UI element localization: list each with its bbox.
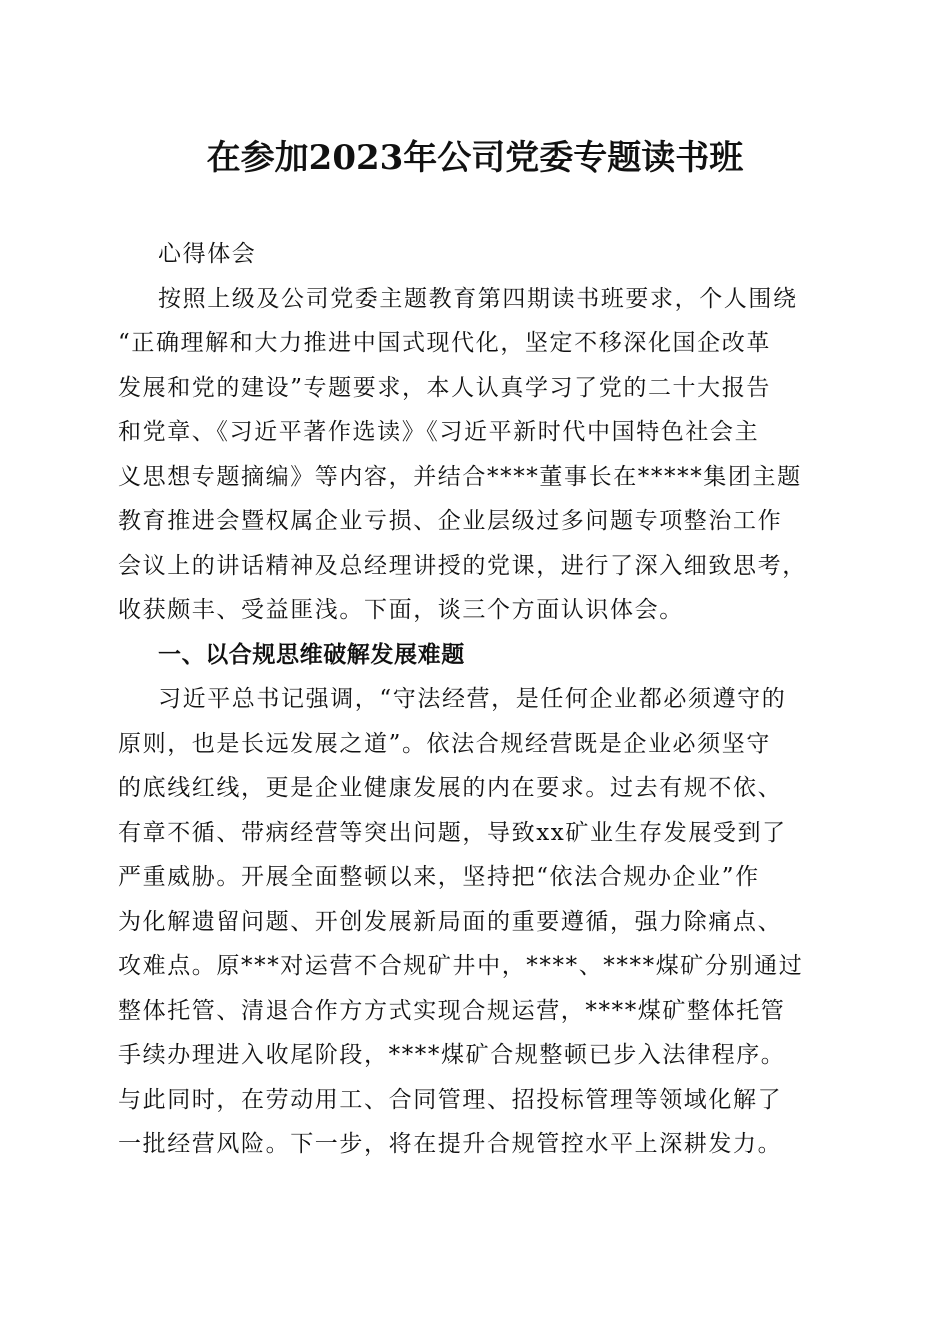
intro-line: 教育推进会暨权属企业亏损、企业层级过多问题专项整治工作 xyxy=(118,508,783,534)
section-heading: 一、以合规思维破解发展难题 xyxy=(158,641,465,668)
section-line: 手续办理进入收尾阶段，****煤矿合规整顿已步入法律程序。 xyxy=(118,1042,786,1068)
intro-line: 会议上的讲话精神及总经理讲授的党课，进行了深入细致思考， xyxy=(118,552,807,579)
section-line: 为化解遗留问题、开创发展新局面的重要遵循，强力除痛点、 xyxy=(118,908,783,935)
section-line: 一批经营风险。下一步，将在提升合规管控水平上深耕发力。 xyxy=(118,1131,783,1157)
document-body xyxy=(118,232,840,1167)
section-line: 习近平总书记强调，“守法经营，是任何企业都必须遵守的 xyxy=(158,686,787,712)
section-line: 有章不循、带病经营等突出问题，导致xx矿业生存发展受到了 xyxy=(118,819,787,846)
intro-line: 义思想专题摘编》等内容，并结合****董事长在*****集团主题 xyxy=(118,463,802,490)
section-line: 与此同时，在劳动用工、合同管理、招投标管理等领域化解了 xyxy=(118,1086,783,1113)
document-title: 在参加2023年公司党委专题读书班 xyxy=(206,138,744,178)
section-line: 的底线红线，更是企业健康发展的内在要求。过去有规不依、 xyxy=(118,775,783,801)
section-line: 攻难点。原***对运营不合规矿井中，****、****煤矿分别通过 xyxy=(118,953,804,979)
intro-line: 和党章、《习近平著作选读》《习近平新时代中国特色社会主 xyxy=(118,419,760,445)
intro-line: 按照上级及公司党委主题教育第四期读书班要求，个人围绕 xyxy=(158,285,798,312)
section-line: 原则，也是长远发展之道”。依法合规经营既是企业必须坚守 xyxy=(118,730,771,757)
intro-line: 收获颇丰、受益匪浅。下面，谈三个方面认识体会。 xyxy=(118,597,684,623)
subtitle: 心得体会 xyxy=(158,241,257,267)
intro-line: 发展和党的建设”专题要求，本人认真学习了党的二十大报告 xyxy=(118,374,771,401)
section-line: 严重威胁。开展全面整顿以来，坚持把“依法合规办企业”作 xyxy=(118,864,760,890)
intro-line: “正确理解和大力推进中国式现代化，坚定不移深化国企改革 xyxy=(118,330,771,356)
section-line: 整体托管、清退合作方方式实现合规运营，****煤矿整体托管 xyxy=(118,997,786,1024)
